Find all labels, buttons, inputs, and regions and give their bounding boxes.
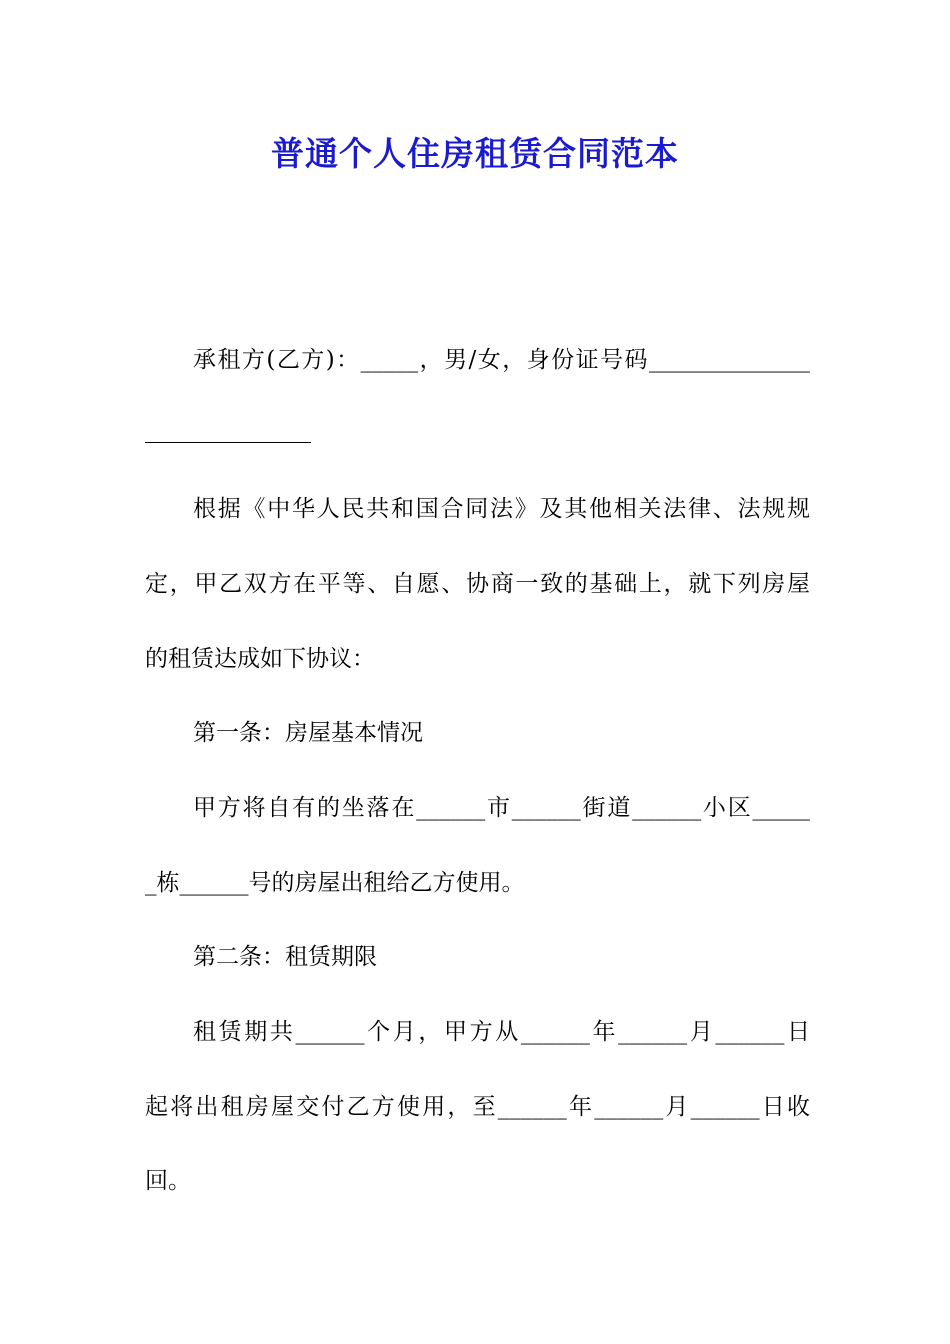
tenant-line: 承租方(乙方)：_____，男/女，身份证号码______________ [193,347,810,373]
paragraph-line: 回。 [145,1168,191,1194]
paragraph-line: _栋______号的房屋出租给乙方使用。 [145,870,525,896]
paragraph-line: 定，甲乙双方在平等、自愿、协商一致的基础上，就下列房屋 [145,571,810,597]
paragraph-line: 的租赁达成如下协议： [145,646,375,672]
id-number-underline [145,442,311,443]
paragraph-line: 甲方将自有的坐落在______市______街道______小区_____ [193,795,810,821]
paragraph-line: 根据《中华人民共和国合同法》及其他相关法律、法规规 [193,496,810,522]
document-title: 普通个人住房租赁合同范本 [271,134,679,173]
section-heading: 第一条：房屋基本情况 [193,720,423,746]
section-heading: 第二条：租赁期限 [193,944,377,970]
paragraph-line: 租赁期共______个月，甲方从______年______月______日 [193,1019,810,1045]
paragraph-line: 起将出租房屋交付乙方使用，至______年______月______日收 [145,1094,810,1120]
